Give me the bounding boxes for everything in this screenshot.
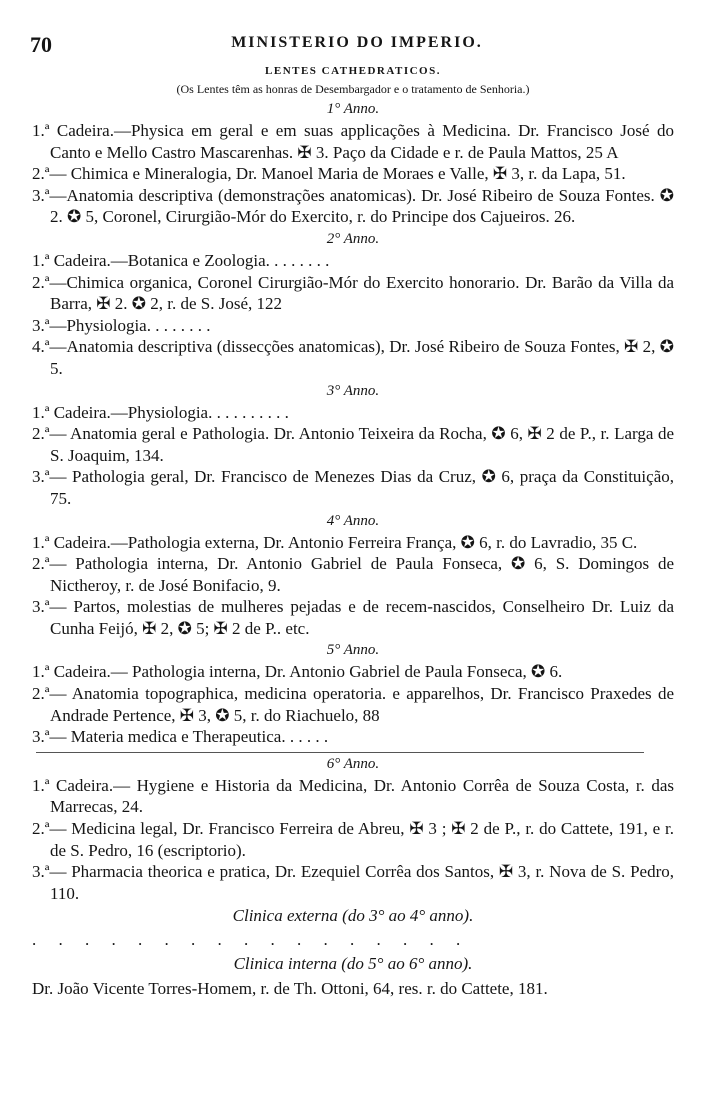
running-head: MINISTERIO DO IMPERIO.: [231, 34, 483, 51]
year-heading: 6° Anno.: [326, 755, 380, 772]
chair-entry: 3.ª—Anatomia descriptiva (demonstrações anatomicas). Dr. José Ribeiro de Souza Fontes. ✪ 2. ✪ 5, Coronel, Cirurgião-Mór do Exercito, r. do Principe dos Cajueiros. 26.: [32, 185, 674, 227]
chair-entry: 3.ª— Pharmacia theorica e pratica, Dr. Ezequiel Corrêa dos Santos, ✠ 3, r. Nova de S. Pedro, 110.: [32, 862, 674, 903]
chair-entry: 3.ª—Physiologia. . . . . . . .: [32, 315, 211, 335]
chair-entry: 2.ª— Medicina legal, Dr. Francisco Ferreira de Abreu, ✠ 3 ; ✠ 2 de P., r. do Cattete, 191, e r. de S. Pedro, 16 (escriptorio).: [32, 819, 674, 860]
page-number: 70: [30, 32, 52, 57]
clinica-interna-heading: Clinica interna (do 5° ao 6° anno).: [233, 954, 473, 974]
chair-entry: 1.ª Cadeira.—Physiologia. . . . . . . . . .: [32, 402, 289, 422]
chair-entry: 2.ª— Chimica e Mineralogia, Dr. Manoel Maria de Moraes e Valle, ✠ 3, r. da Lapa, 51.: [32, 164, 626, 184]
chair-entry: 1.ª Cadeira.—Physica em geral e em suas applicações à Medicina. Dr. Francisco José do Canto e Mello Castro Mascarenhas. ✠ 3. Paço da Cidade e r. de Paula Mattos, 25 A: [32, 121, 674, 162]
chair-entry: 3.ª— Partos, molestias de mulheres pejadas e de recem-nascidos, Conselheiro Dr. Luiz da Cunha Feijó, ✠ 2, ✪ 5; ✠ 2 de P.. etc.: [32, 597, 674, 638]
page-body: [32, 62, 674, 1002]
chair-entry: 1.ª Cadeira.— Hygiene e Historia da Medicina, Dr. Antonio Corrêa de Souza Costa, r. das Marrecas, 24.: [32, 775, 674, 817]
year-heading: 2° Anno.: [326, 230, 380, 247]
chair-entry: 4.ª—Anatomia descriptiva (dissecções anatomicas), Dr. José Ribeiro de Souza Fontes, ✠ 2, ✪ 5.: [32, 337, 674, 378]
year-heading: 4° Anno.: [326, 512, 380, 529]
chair-entry: 1.ª Cadeira.—Pathologia externa, Dr. Antonio Ferreira França, ✪ 6, r. do Lavradio, 35 C.: [32, 532, 638, 552]
clinica-externa-text: . . . . . . . . . . . . . . . . .: [32, 930, 470, 950]
year-heading: 3° Anno.: [326, 382, 380, 399]
chair-entry: 3.ª— Materia medica e Therapeutica. . . . . .: [32, 727, 329, 747]
chair-entry: 1.ª Cadeira.— Pathologia interna, Dr. Antonio Gabriel de Paula Fonseca, ✪ 6.: [32, 662, 563, 682]
chair-entry: 2.ª—Chimica organica, Coronel Cirurgião-Mór do Exercito honorario. Dr. Barão da Villa da Barra, ✠ 2. ✪ 2, r. de S. José, 122: [32, 272, 674, 314]
chair-entry: 2.ª— Anatomia geral e Pathologia. Dr. Antonio Teixeira da Rocha, ✪ 6, ✠ 2 de P., r. Larga de S. Joaquim, 134.: [32, 424, 674, 465]
clinica-interna-text: Dr. João Vicente Torres-Homem, r. de Th. Ottoni, 64, res. r. do Cattete, 181.: [32, 979, 548, 999]
chair-entry: 2.ª— Anatomia topographica, medicina operatoria. e apparelhos, Dr. Francisco Praxedes de Andrade Pertence, ✠ 3, ✪ 5, r. do Riachuelo, 88: [32, 684, 674, 725]
year-heading: 1° Anno.: [326, 101, 380, 117]
years-list: [32, 98, 674, 904]
section-title: LENTES CATHEDRATICOS.: [265, 65, 441, 77]
year-heading: 5° Anno.: [326, 642, 380, 659]
chair-entry: 3.ª— Pathologia geral, Dr. Francisco de Menezes Dias da Cruz, ✪ 6, praça da Constituição, 75.: [32, 467, 674, 508]
chair-entry: 1.ª Cadeira.—Botanica e Zoologia. . . . . . . .: [32, 250, 330, 270]
section-note: (Os Lentes têm as honras de Desembargador e o tratamento de Senhoria.): [176, 82, 530, 96]
clinica-externa-heading: Clinica externa (do 3° ao 4° anno).: [232, 906, 474, 926]
chair-entry: 2.ª— Pathologia interna, Dr. Antonio Gabriel de Paula Fonseca, ✪ 6, S. Domingos de Nictheroy, r. de José Bonifacio, 9.: [32, 554, 674, 595]
